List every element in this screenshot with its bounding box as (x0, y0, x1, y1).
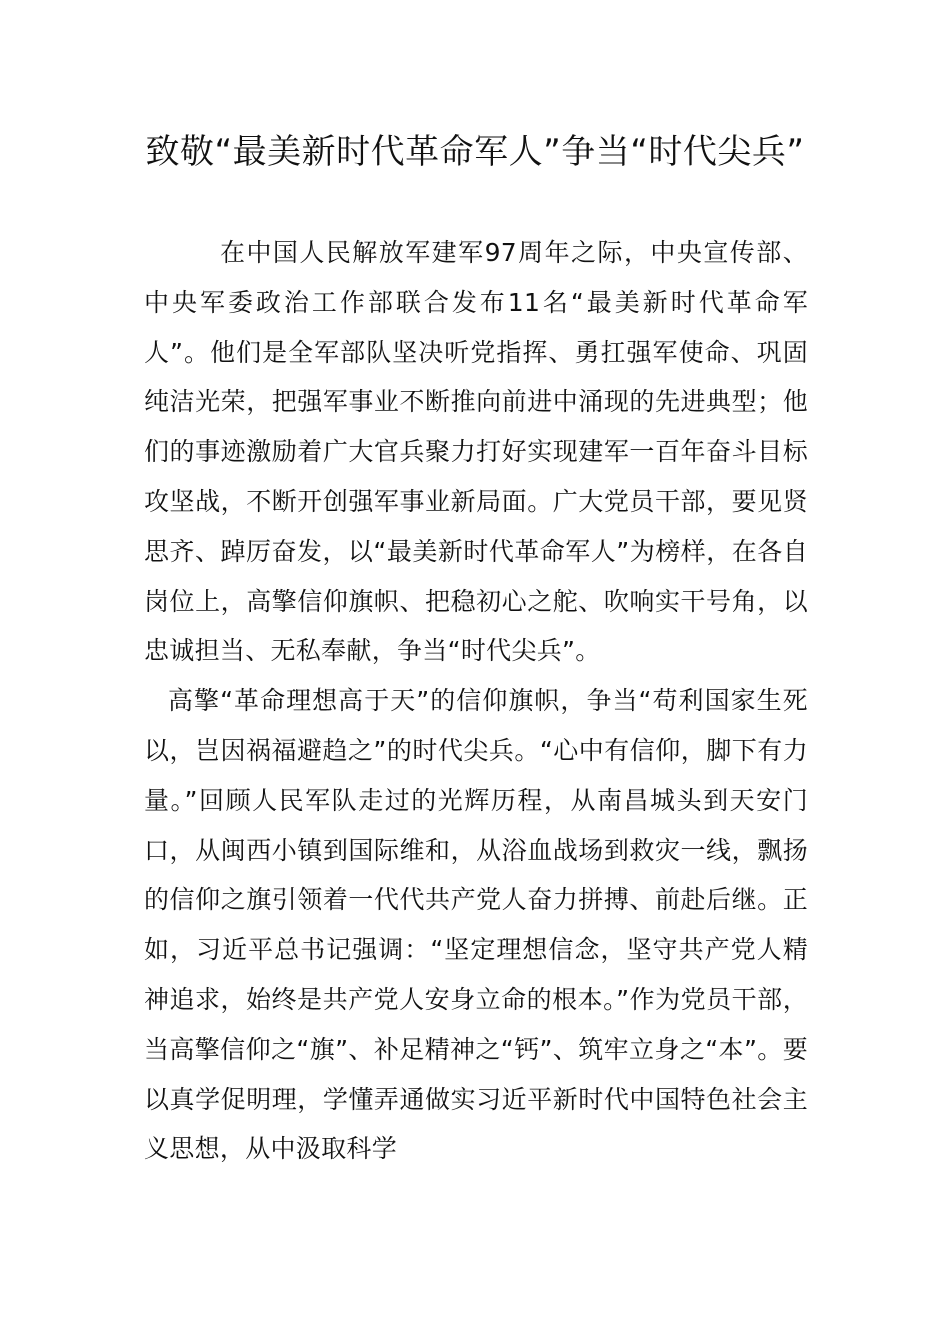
paragraph-1: 在中国人民解放军建军97周年之际，中央宣传部、中央军委政治工作部联合发布11名“最美新时代革命军人”。他们是全军部队坚决听党指挥、勇扛强军使命、巩固纯洁光荣，把强军事业不断推向前进中涌现的先进典型；他们的事迹激励着广大官兵聚力打好实现建军一百年奋斗目标攻坚战，不断开创强军事业新局面。广大党员干部，要见贤思齐、踔厉奋发，以“最美新时代革命军人”为榜样，在各自岗位上，高擎信仰旗帜、把稳初心之舵、吹响实干号角，以忠诚担当、无私奉献，争当“时代尖兵”。 (144, 238, 808, 666)
document-body (144, 228, 808, 1174)
paragraph-2: 高擎“革命理想高于天”的信仰旗帜，争当“苟利国家生死以，岂因祸福避趋之”的时代尖兵。“心中有信仰，脚下有力量。”回顾人民军队走过的光辉历程，从南昌城头到天安门口，从闽西小镇到国际维和，从浴血战场到救灾一线，飘扬的信仰之旗引领着一代代共产党人奋力拼搏、前赴后继。正如，习近平总书记强调：“坚定理想信念，坚守共产党人精神追求，始终是共产党人安身立命的根本。”作为党员干部，当高擎信仰之“旗”、补足精神之“钙”、筑牢立身之“本”。要以真学促明理，学懂弄通做实习近平新时代中国特色社会主义思想，从中汲取科学 (144, 686, 808, 1164)
document-title: 致敬“最美新时代革命军人”争当“时代尖兵” (145, 132, 805, 172)
